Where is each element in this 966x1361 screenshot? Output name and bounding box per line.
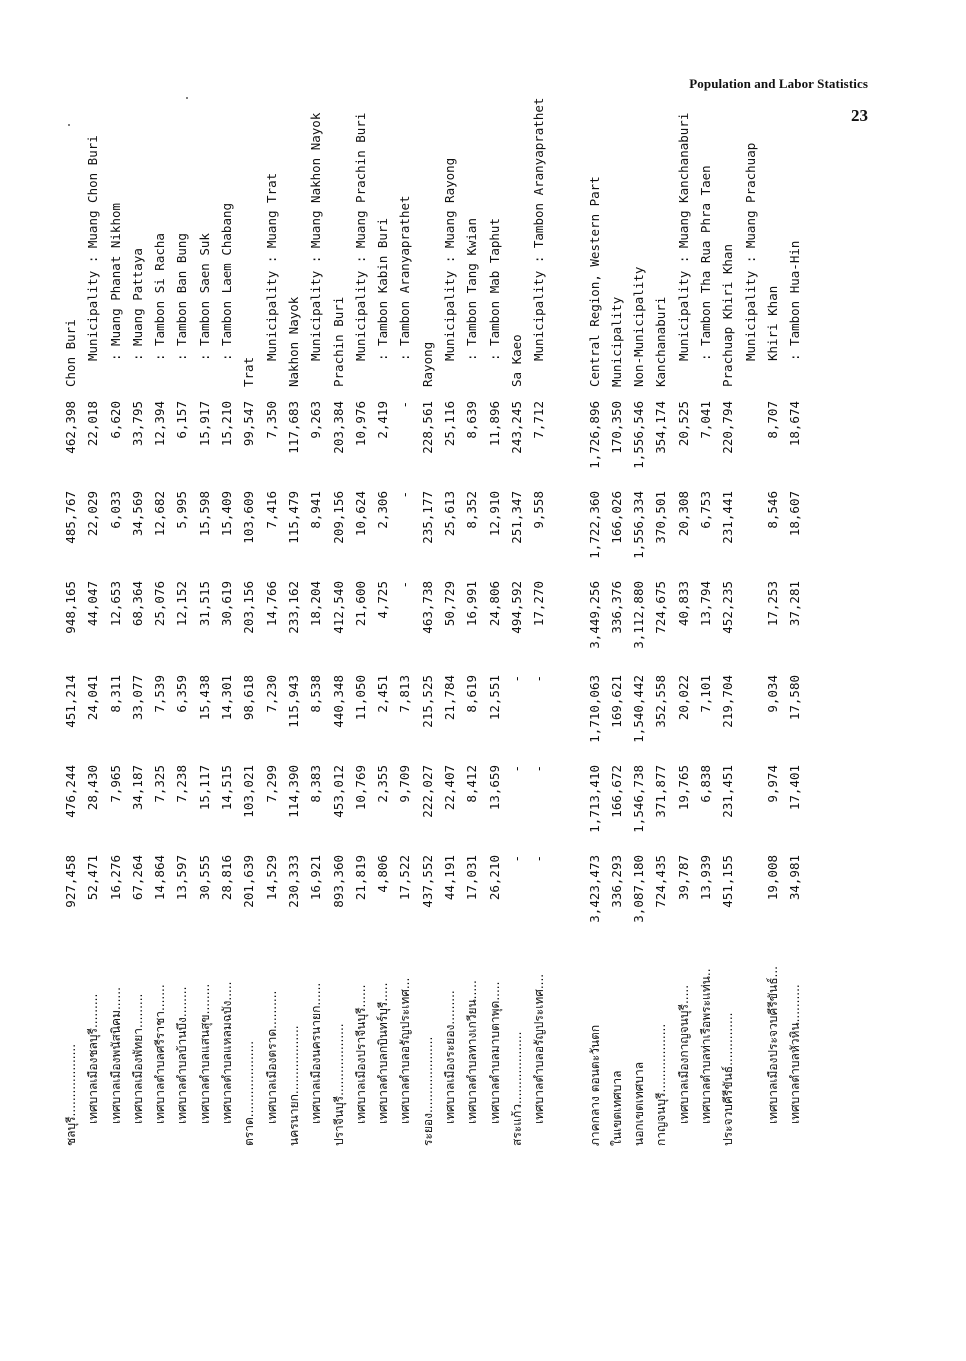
english-label-cell: Municipality : Muang Prachin Buri bbox=[352, 112, 368, 361]
table-row bbox=[328, 0, 350, 1150]
value-cell-c2: 371,877 bbox=[653, 765, 669, 818]
value-cell-c2: 114,390 bbox=[285, 765, 301, 818]
population-table bbox=[60, 0, 807, 1150]
value-cell-c3: 6,359 bbox=[174, 675, 190, 713]
value-cell-c3: 15,438 bbox=[196, 675, 212, 721]
thai-label-cell: เทศบาลตำบลอรัญประเทศ... bbox=[398, 977, 413, 1124]
value-cell-c4: - bbox=[397, 581, 413, 589]
value-cell-c1: 17,031 bbox=[464, 855, 480, 901]
value-cell-c4: 12,152 bbox=[174, 581, 190, 627]
english-label-cell: Prachin Buri bbox=[330, 296, 346, 387]
table-row bbox=[695, 0, 717, 1150]
thai-label-cell: เทศบาลเมืองพนัสนิคม...... bbox=[108, 987, 123, 1124]
thai-label-cell: ปราจีนบุรี................... bbox=[331, 1023, 346, 1146]
english-label-cell: : Tambon Aranyaprathet bbox=[397, 195, 413, 361]
value-cell-c1: 52,471 bbox=[85, 855, 101, 901]
value-cell-c6: 2,419 bbox=[375, 401, 391, 439]
thai-label-cell: เทศบาลเมืองกาญจนบุรี..... bbox=[676, 984, 691, 1124]
english-label-cell: Sa Kaeo bbox=[508, 334, 524, 387]
value-cell-c6: 170,350 bbox=[608, 401, 624, 454]
table-row bbox=[762, 0, 784, 1150]
english-label-cell: : Muang Phanat Nikhom bbox=[107, 202, 123, 361]
thai-label-cell: ระยอง.................... bbox=[420, 1036, 435, 1146]
value-cell-c1: 16,921 bbox=[308, 855, 324, 901]
value-cell-c6: 7,041 bbox=[698, 401, 714, 439]
value-cell-c3: 451,214 bbox=[63, 675, 78, 728]
thai-label-cell: เทศบาลเมืองชลบุรี......... bbox=[86, 993, 101, 1124]
value-cell-c4: 3,112,880 bbox=[631, 581, 647, 649]
table-row bbox=[606, 0, 628, 1150]
thai-label-cell: นอกเขตเทศบาล bbox=[632, 1061, 647, 1146]
value-cell-c5: 18,607 bbox=[787, 491, 803, 537]
thai-label-cell: เทศบาลตำบลบ้านบึง........ bbox=[175, 986, 190, 1124]
table-row bbox=[127, 0, 149, 1150]
value-cell-c3: 352,558 bbox=[653, 675, 669, 728]
value-cell-c2: 222,027 bbox=[419, 765, 435, 818]
value-cell-c4: 233,162 bbox=[285, 581, 301, 634]
value-cell-c6: 1,726,896 bbox=[586, 401, 602, 469]
table-row bbox=[784, 0, 806, 1150]
english-label-cell: Municipality : Muang Kanchanaburi bbox=[675, 112, 691, 361]
value-cell-c2: 166,672 bbox=[608, 765, 624, 818]
english-label-cell: Municipality : Muang Chon Buri bbox=[85, 135, 101, 361]
value-cell-c3: 11,050 bbox=[352, 675, 368, 721]
thai-label-cell: ในเขตเทศบาล bbox=[609, 1070, 624, 1146]
value-cell-c3: 24,041 bbox=[85, 675, 101, 721]
value-cell-c5: 166,026 bbox=[608, 491, 624, 544]
value-cell-c3: 1,540,442 bbox=[631, 675, 647, 743]
value-cell-c3: 7,539 bbox=[152, 675, 168, 713]
value-cell-c6: 11,896 bbox=[486, 401, 502, 447]
value-cell-c6: 15,917 bbox=[196, 401, 212, 447]
value-cell-c2: 19,765 bbox=[675, 765, 691, 811]
value-cell-c6: 203,384 bbox=[330, 401, 346, 454]
english-label-cell: Municipality : Muang Prachuap bbox=[742, 142, 758, 361]
thai-label-cell: เทศบาลตำบลทางเกวียน..... bbox=[465, 980, 480, 1124]
value-cell-c1: 230,333 bbox=[285, 855, 301, 908]
value-cell-c6: 6,620 bbox=[107, 401, 123, 439]
thai-label-cell: กาญจนบุรี.................. bbox=[654, 1023, 669, 1146]
value-cell-c6: 20,525 bbox=[675, 401, 691, 447]
value-cell-c4: 724,675 bbox=[653, 581, 669, 634]
value-cell-c4: 21,600 bbox=[352, 581, 368, 627]
value-cell-c5: 6,753 bbox=[698, 491, 714, 529]
value-cell-c2: 15,117 bbox=[196, 765, 212, 811]
table-row bbox=[372, 0, 394, 1150]
value-cell-c5: 9,558 bbox=[531, 491, 547, 529]
english-label-cell: : Muang Pattaya bbox=[129, 248, 145, 361]
value-cell-c3: - bbox=[508, 675, 524, 683]
value-cell-c5: 209,156 bbox=[330, 491, 346, 544]
value-cell-c2: 9,709 bbox=[397, 765, 413, 803]
value-cell-c6: 99,547 bbox=[241, 401, 257, 447]
value-cell-c1: 3,423,473 bbox=[586, 855, 602, 923]
english-label-cell: Kanchanaburi bbox=[653, 296, 669, 387]
table-row bbox=[717, 0, 739, 1150]
value-cell-c6: 18,674 bbox=[787, 401, 803, 447]
value-cell-c3: 33,077 bbox=[129, 675, 145, 721]
thai-label-cell: ประจวบคีรีขันธ์.............. bbox=[721, 1012, 736, 1146]
value-cell-c5: 1,556,334 bbox=[631, 491, 647, 559]
value-cell-c2: 6,838 bbox=[698, 765, 714, 803]
thai-label-cell: นครนายก.................. bbox=[286, 1025, 301, 1146]
value-cell-c4: 452,235 bbox=[720, 581, 736, 634]
value-cell-c3: 14,301 bbox=[219, 675, 235, 721]
table-row bbox=[439, 0, 461, 1150]
thai-label-cell: เทศบาลเมืองปราจีนบุรี...... bbox=[353, 984, 368, 1124]
thai-label-cell: เทศบาลตำบลศรีราชา....... bbox=[153, 984, 168, 1124]
value-cell-c2: 476,244 bbox=[63, 765, 78, 818]
value-cell-c1: 67,264 bbox=[129, 855, 145, 901]
value-cell-c4: 18,204 bbox=[308, 581, 324, 627]
value-cell-c4: 14,766 bbox=[263, 581, 279, 627]
value-cell-c4: 203,156 bbox=[241, 581, 257, 634]
value-cell-c2: 103,021 bbox=[241, 765, 257, 818]
value-cell-c3: 1,710,063 bbox=[586, 675, 602, 743]
english-label-cell: Nakhon Nayok bbox=[285, 296, 301, 387]
value-cell-c1: 13,939 bbox=[698, 855, 714, 901]
value-cell-c2: 14,515 bbox=[219, 765, 235, 811]
value-cell-c4: 24,806 bbox=[486, 581, 502, 627]
thai-label-cell: เทศบาลเมืองประจวบคีรีขันธ์... bbox=[765, 966, 780, 1124]
value-cell-c6: 8,707 bbox=[764, 401, 780, 439]
value-cell-c3: 440,348 bbox=[330, 675, 346, 728]
thai-label-cell: ชลบุรี................... bbox=[64, 1043, 78, 1146]
value-cell-c4: 948,165 bbox=[63, 581, 78, 634]
value-cell-c6: 1,556,546 bbox=[631, 401, 647, 469]
value-cell-c6: 22,018 bbox=[85, 401, 101, 447]
value-cell-c1: 16,276 bbox=[107, 855, 123, 901]
spacer-row bbox=[551, 0, 584, 1150]
value-cell-c6: 228,561 bbox=[419, 401, 435, 454]
value-cell-c3: 21,784 bbox=[442, 675, 458, 721]
thai-label-cell: เทศบาลเมืองนครนายก...... bbox=[309, 982, 324, 1124]
thai-label-cell: เทศบาลตำบลอรัญประเทศ.... bbox=[532, 973, 547, 1124]
value-cell-c1: 30,555 bbox=[196, 855, 212, 901]
english-label-cell: : Tambon Mab Taphut bbox=[486, 218, 502, 361]
value-cell-c5: 231,441 bbox=[720, 491, 736, 544]
value-cell-c3: 9,034 bbox=[764, 675, 780, 713]
value-cell-c4: 44,047 bbox=[85, 581, 101, 627]
table-row bbox=[394, 0, 416, 1150]
value-cell-c1: 4,806 bbox=[375, 855, 391, 893]
value-cell-c6: 354,174 bbox=[653, 401, 669, 454]
value-cell-c1: 26,210 bbox=[486, 855, 502, 901]
table-row bbox=[216, 0, 238, 1150]
value-cell-c6: - bbox=[397, 401, 413, 409]
value-cell-c5 bbox=[740, 487, 762, 577]
value-cell-c1 bbox=[740, 851, 762, 945]
value-cell-c4: 12,653 bbox=[107, 581, 123, 627]
value-cell-c6: 33,795 bbox=[129, 401, 145, 447]
value-cell-c3: 7,813 bbox=[397, 675, 413, 713]
table-row bbox=[484, 0, 506, 1150]
value-cell-c2: - bbox=[508, 765, 524, 773]
value-cell-c5: 485,767 bbox=[63, 491, 78, 544]
value-cell-c2: 7,325 bbox=[152, 765, 168, 803]
table-row bbox=[628, 0, 650, 1150]
value-cell-c6: 12,394 bbox=[152, 401, 168, 447]
english-label-cell: : Tambon Si Racha bbox=[152, 233, 168, 361]
value-cell-c3: 169,621 bbox=[608, 675, 624, 728]
value-cell-c3: 115,943 bbox=[285, 675, 301, 728]
english-label-cell: : Tambon Saen Suk bbox=[196, 233, 212, 361]
table-row bbox=[350, 0, 372, 1150]
value-cell-c4: 25,076 bbox=[152, 581, 168, 627]
table-row bbox=[194, 0, 216, 1150]
value-cell-c1: 724,435 bbox=[653, 855, 669, 908]
value-cell-c4: 40,833 bbox=[675, 581, 691, 627]
table-row bbox=[305, 0, 327, 1150]
value-cell-c1: - bbox=[508, 855, 524, 863]
thai-label-cell: เทศบาลตำบลมาบตาพุด..... bbox=[487, 981, 502, 1124]
value-cell-c1: 34,981 bbox=[787, 855, 803, 901]
table-row bbox=[584, 0, 606, 1150]
value-cell-c5: 12,682 bbox=[152, 491, 168, 537]
table-row bbox=[149, 0, 171, 1150]
value-cell-c6: 9,263 bbox=[308, 401, 324, 439]
value-cell-c1: 17,522 bbox=[397, 855, 413, 901]
value-cell-c2: 231,451 bbox=[720, 765, 736, 818]
table-row bbox=[650, 0, 672, 1150]
value-cell-c5: 2,306 bbox=[375, 491, 391, 529]
value-cell-c4: 30,619 bbox=[219, 581, 235, 627]
value-cell-c1: 39,787 bbox=[675, 855, 691, 901]
english-label-cell: Prachuap Khiri Khan bbox=[720, 244, 736, 387]
value-cell-c6: 243,245 bbox=[508, 401, 524, 454]
spacer-cell bbox=[551, 0, 584, 1150]
table-body bbox=[60, 0, 807, 1150]
value-cell-c3: 8,311 bbox=[107, 675, 123, 713]
value-cell-c3: 7,101 bbox=[698, 675, 714, 713]
value-cell-c2: 34,187 bbox=[129, 765, 145, 811]
value-cell-c3: 12,551 bbox=[486, 675, 502, 721]
thai-label-cell: เทศบาลตำบลแสนสุข........ bbox=[197, 983, 212, 1124]
english-label-cell: Khiri Khan bbox=[764, 285, 780, 361]
value-cell-c1: 893,360 bbox=[330, 855, 346, 908]
value-cell-c6: 117,683 bbox=[285, 401, 301, 454]
value-cell-c1: 451,155 bbox=[720, 855, 736, 908]
english-label-cell: Trat bbox=[241, 356, 257, 387]
value-cell-c1: 13,597 bbox=[174, 855, 190, 901]
english-label-cell: Municipality : Muang Trat bbox=[263, 172, 279, 361]
value-cell-c2: 22,407 bbox=[442, 765, 458, 811]
value-cell-c3: 8,619 bbox=[464, 675, 480, 713]
value-cell-c6: 15,210 bbox=[219, 401, 235, 447]
thai-label-cell: เทศบาลเมืองระยอง......... bbox=[443, 990, 458, 1124]
english-label-cell: : Tambon Laem Chabang bbox=[219, 202, 235, 361]
value-cell-c3: 20,022 bbox=[675, 675, 691, 721]
value-cell-c2: 453,012 bbox=[330, 765, 346, 818]
english-label-cell: Municipality bbox=[608, 296, 624, 387]
value-cell-c4: 336,376 bbox=[608, 581, 624, 634]
value-cell-c2: 7,238 bbox=[174, 765, 190, 803]
running-title: Population and Labor Statistics bbox=[689, 76, 868, 91]
english-label-cell: Non-Municipality bbox=[631, 266, 647, 387]
value-cell-c5: 1,722,360 bbox=[586, 491, 602, 559]
rotated-table-region bbox=[60, 0, 860, 1150]
table-row bbox=[417, 0, 439, 1150]
value-cell-c5: - bbox=[397, 491, 413, 499]
thai-label-cell bbox=[740, 945, 762, 1150]
table-row bbox=[105, 0, 127, 1150]
table-row bbox=[238, 0, 260, 1150]
value-cell-c5: 20,308 bbox=[675, 491, 691, 537]
table-row bbox=[528, 0, 550, 1150]
value-cell-c5: 115,479 bbox=[285, 491, 301, 544]
value-cell-c1: 336,293 bbox=[608, 855, 624, 908]
value-cell-c6: 220,794 bbox=[720, 401, 736, 454]
thai-label-cell: ภาคกลาง ตอนตะวันตก bbox=[587, 1024, 602, 1146]
value-cell-c4: 3,449,256 bbox=[586, 581, 602, 649]
thai-label-cell: เทศบาลเมืองตราด.......... bbox=[264, 990, 279, 1124]
value-cell-c5: 15,409 bbox=[219, 491, 235, 537]
value-cell-c4: 463,738 bbox=[419, 581, 435, 634]
value-cell-c2: 8,412 bbox=[464, 765, 480, 803]
english-label-cell: Municipality : Tambon Aranyaprathet bbox=[531, 97, 547, 361]
value-cell-c4: 13,794 bbox=[698, 581, 714, 627]
value-cell-c6: 25,116 bbox=[442, 401, 458, 447]
value-cell-c6: 6,157 bbox=[174, 401, 190, 439]
value-cell-c5: 22,029 bbox=[85, 491, 101, 537]
thai-label-cell: เทศบาลตำบลแหลมฉบัง..... bbox=[220, 981, 235, 1124]
english-label-cell: : Tambon Tang Kwian bbox=[464, 218, 480, 361]
value-cell-c5: 5,995 bbox=[174, 491, 190, 529]
value-cell-c2: 2,355 bbox=[375, 765, 391, 803]
value-cell-c3: 7,230 bbox=[263, 675, 279, 713]
value-cell-c3: 219,704 bbox=[720, 675, 736, 728]
value-cell-c5: 10,624 bbox=[352, 491, 368, 537]
value-cell-c4: 494,592 bbox=[508, 581, 524, 634]
value-cell-c5: 103,609 bbox=[241, 491, 257, 544]
value-cell-c6: 10,976 bbox=[352, 401, 368, 447]
value-cell-c4: 4,725 bbox=[375, 581, 391, 619]
value-cell-c3: 8,538 bbox=[308, 675, 324, 713]
value-cell-c4: 31,515 bbox=[196, 581, 212, 627]
value-cell-c2: 7,965 bbox=[107, 765, 123, 803]
value-cell-c5: 7,416 bbox=[263, 491, 279, 529]
english-label-cell: Central Region, Western Part bbox=[586, 176, 602, 387]
value-cell-c2: 8,383 bbox=[308, 765, 324, 803]
value-cell-c4: 17,253 bbox=[764, 581, 780, 627]
thai-label-cell: ตราด.................... bbox=[242, 1040, 257, 1146]
value-cell-c4 bbox=[740, 577, 762, 671]
value-cell-c2 bbox=[740, 761, 762, 851]
value-cell-c2: 1,713,410 bbox=[586, 765, 602, 833]
value-cell-c3: 98,618 bbox=[241, 675, 257, 721]
value-cell-c5: 370,501 bbox=[653, 491, 669, 544]
value-cell-c1: 28,816 bbox=[219, 855, 235, 901]
value-cell-c2: 1,546,738 bbox=[631, 765, 647, 833]
value-cell-c3: 2,451 bbox=[375, 675, 391, 713]
value-cell-c3: - bbox=[531, 675, 547, 683]
value-cell-c5: 15,598 bbox=[196, 491, 212, 537]
value-cell-c5: 8,546 bbox=[764, 491, 780, 529]
table-row bbox=[506, 0, 528, 1150]
table-row bbox=[740, 0, 762, 1150]
value-cell-c3 bbox=[740, 671, 762, 761]
value-cell-c6: 462,398 bbox=[63, 401, 78, 454]
value-cell-c5: 25,613 bbox=[442, 491, 458, 537]
english-label-cell: : Tambon Tha Rua Phra Taen bbox=[698, 165, 714, 361]
value-cell-c1: - bbox=[531, 855, 547, 863]
table-row bbox=[60, 0, 82, 1150]
value-cell-c4: 37,281 bbox=[787, 581, 803, 627]
value-cell-c1: 19,008 bbox=[764, 855, 780, 901]
value-cell-c6: 7,712 bbox=[531, 401, 547, 439]
value-cell-c2: 9,974 bbox=[764, 765, 780, 803]
page-number: 23 bbox=[851, 106, 868, 125]
value-cell-c1: 14,864 bbox=[152, 855, 168, 901]
value-cell-c1: 437,552 bbox=[419, 855, 435, 908]
value-cell-c1: 44,191 bbox=[442, 855, 458, 901]
value-cell-c4: 16,991 bbox=[464, 581, 480, 627]
value-cell-c2: 13,659 bbox=[486, 765, 502, 811]
value-cell-c4: 50,729 bbox=[442, 581, 458, 627]
value-cell-c1: 14,529 bbox=[263, 855, 279, 901]
thai-label-cell: เทศบาลเมืองพัทยา......... bbox=[130, 993, 145, 1124]
thai-label-cell: เทศบาลตำบลท่าเรือพระแท่น.. bbox=[699, 968, 714, 1124]
english-label-cell: : Tambon Hua-Hin bbox=[787, 240, 803, 361]
value-cell-c6 bbox=[740, 397, 762, 487]
table-row bbox=[461, 0, 483, 1150]
table-row bbox=[261, 0, 283, 1150]
value-cell-c5: 34,569 bbox=[129, 491, 145, 537]
value-cell-c2: 10,769 bbox=[352, 765, 368, 811]
value-cell-c3: 215,525 bbox=[419, 675, 435, 728]
value-cell-c2: - bbox=[531, 765, 547, 773]
value-cell-c2: 7,299 bbox=[263, 765, 279, 803]
value-cell-c2: 17,401 bbox=[787, 765, 803, 811]
value-cell-c6: 7,350 bbox=[263, 401, 279, 439]
value-cell-c4: 17,270 bbox=[531, 581, 547, 627]
value-cell-c3: 17,580 bbox=[787, 675, 803, 721]
value-cell-c5: 12,910 bbox=[486, 491, 502, 537]
english-label-cell: Chon Buri bbox=[63, 319, 78, 387]
table-row bbox=[673, 0, 695, 1150]
value-cell-c5: 251,347 bbox=[508, 491, 524, 544]
thai-label-cell: เทศบาลตำบลหัวหิน.......... bbox=[788, 984, 803, 1124]
table-row bbox=[82, 0, 104, 1150]
value-cell-c6: 8,639 bbox=[464, 401, 480, 439]
value-cell-c2: 28,430 bbox=[85, 765, 101, 811]
value-cell-c1: 21,819 bbox=[352, 855, 368, 901]
value-cell-c5: 6,033 bbox=[107, 491, 123, 529]
value-cell-c5: 8,352 bbox=[464, 491, 480, 529]
table-row bbox=[171, 0, 193, 1150]
table-row bbox=[283, 0, 305, 1150]
english-label-cell: Rayong bbox=[419, 341, 435, 387]
value-cell-c5: 8,941 bbox=[308, 491, 324, 529]
thai-label-cell: สระแก้ว................... bbox=[509, 1031, 524, 1146]
value-cell-c1: 201,639 bbox=[241, 855, 257, 908]
value-cell-c4: 412,540 bbox=[330, 581, 346, 634]
english-label-cell: Municipality : Muang Rayong bbox=[442, 157, 458, 361]
thai-label-cell: เทศบาลตำบลกบินทร์บุรี..... bbox=[376, 982, 391, 1124]
english-label-cell: : Tambon Ban Bung bbox=[174, 233, 190, 361]
english-label-cell: : Tambon Kabin Buri bbox=[375, 218, 391, 361]
value-cell-c4: 68,364 bbox=[129, 581, 145, 627]
english-label-cell: Municipality : Muang Nakhon Nayok bbox=[308, 112, 324, 361]
value-cell-c1: 927,458 bbox=[63, 855, 78, 908]
value-cell-c5: 235,177 bbox=[419, 491, 435, 544]
value-cell-c1: 3,087,180 bbox=[631, 855, 647, 923]
